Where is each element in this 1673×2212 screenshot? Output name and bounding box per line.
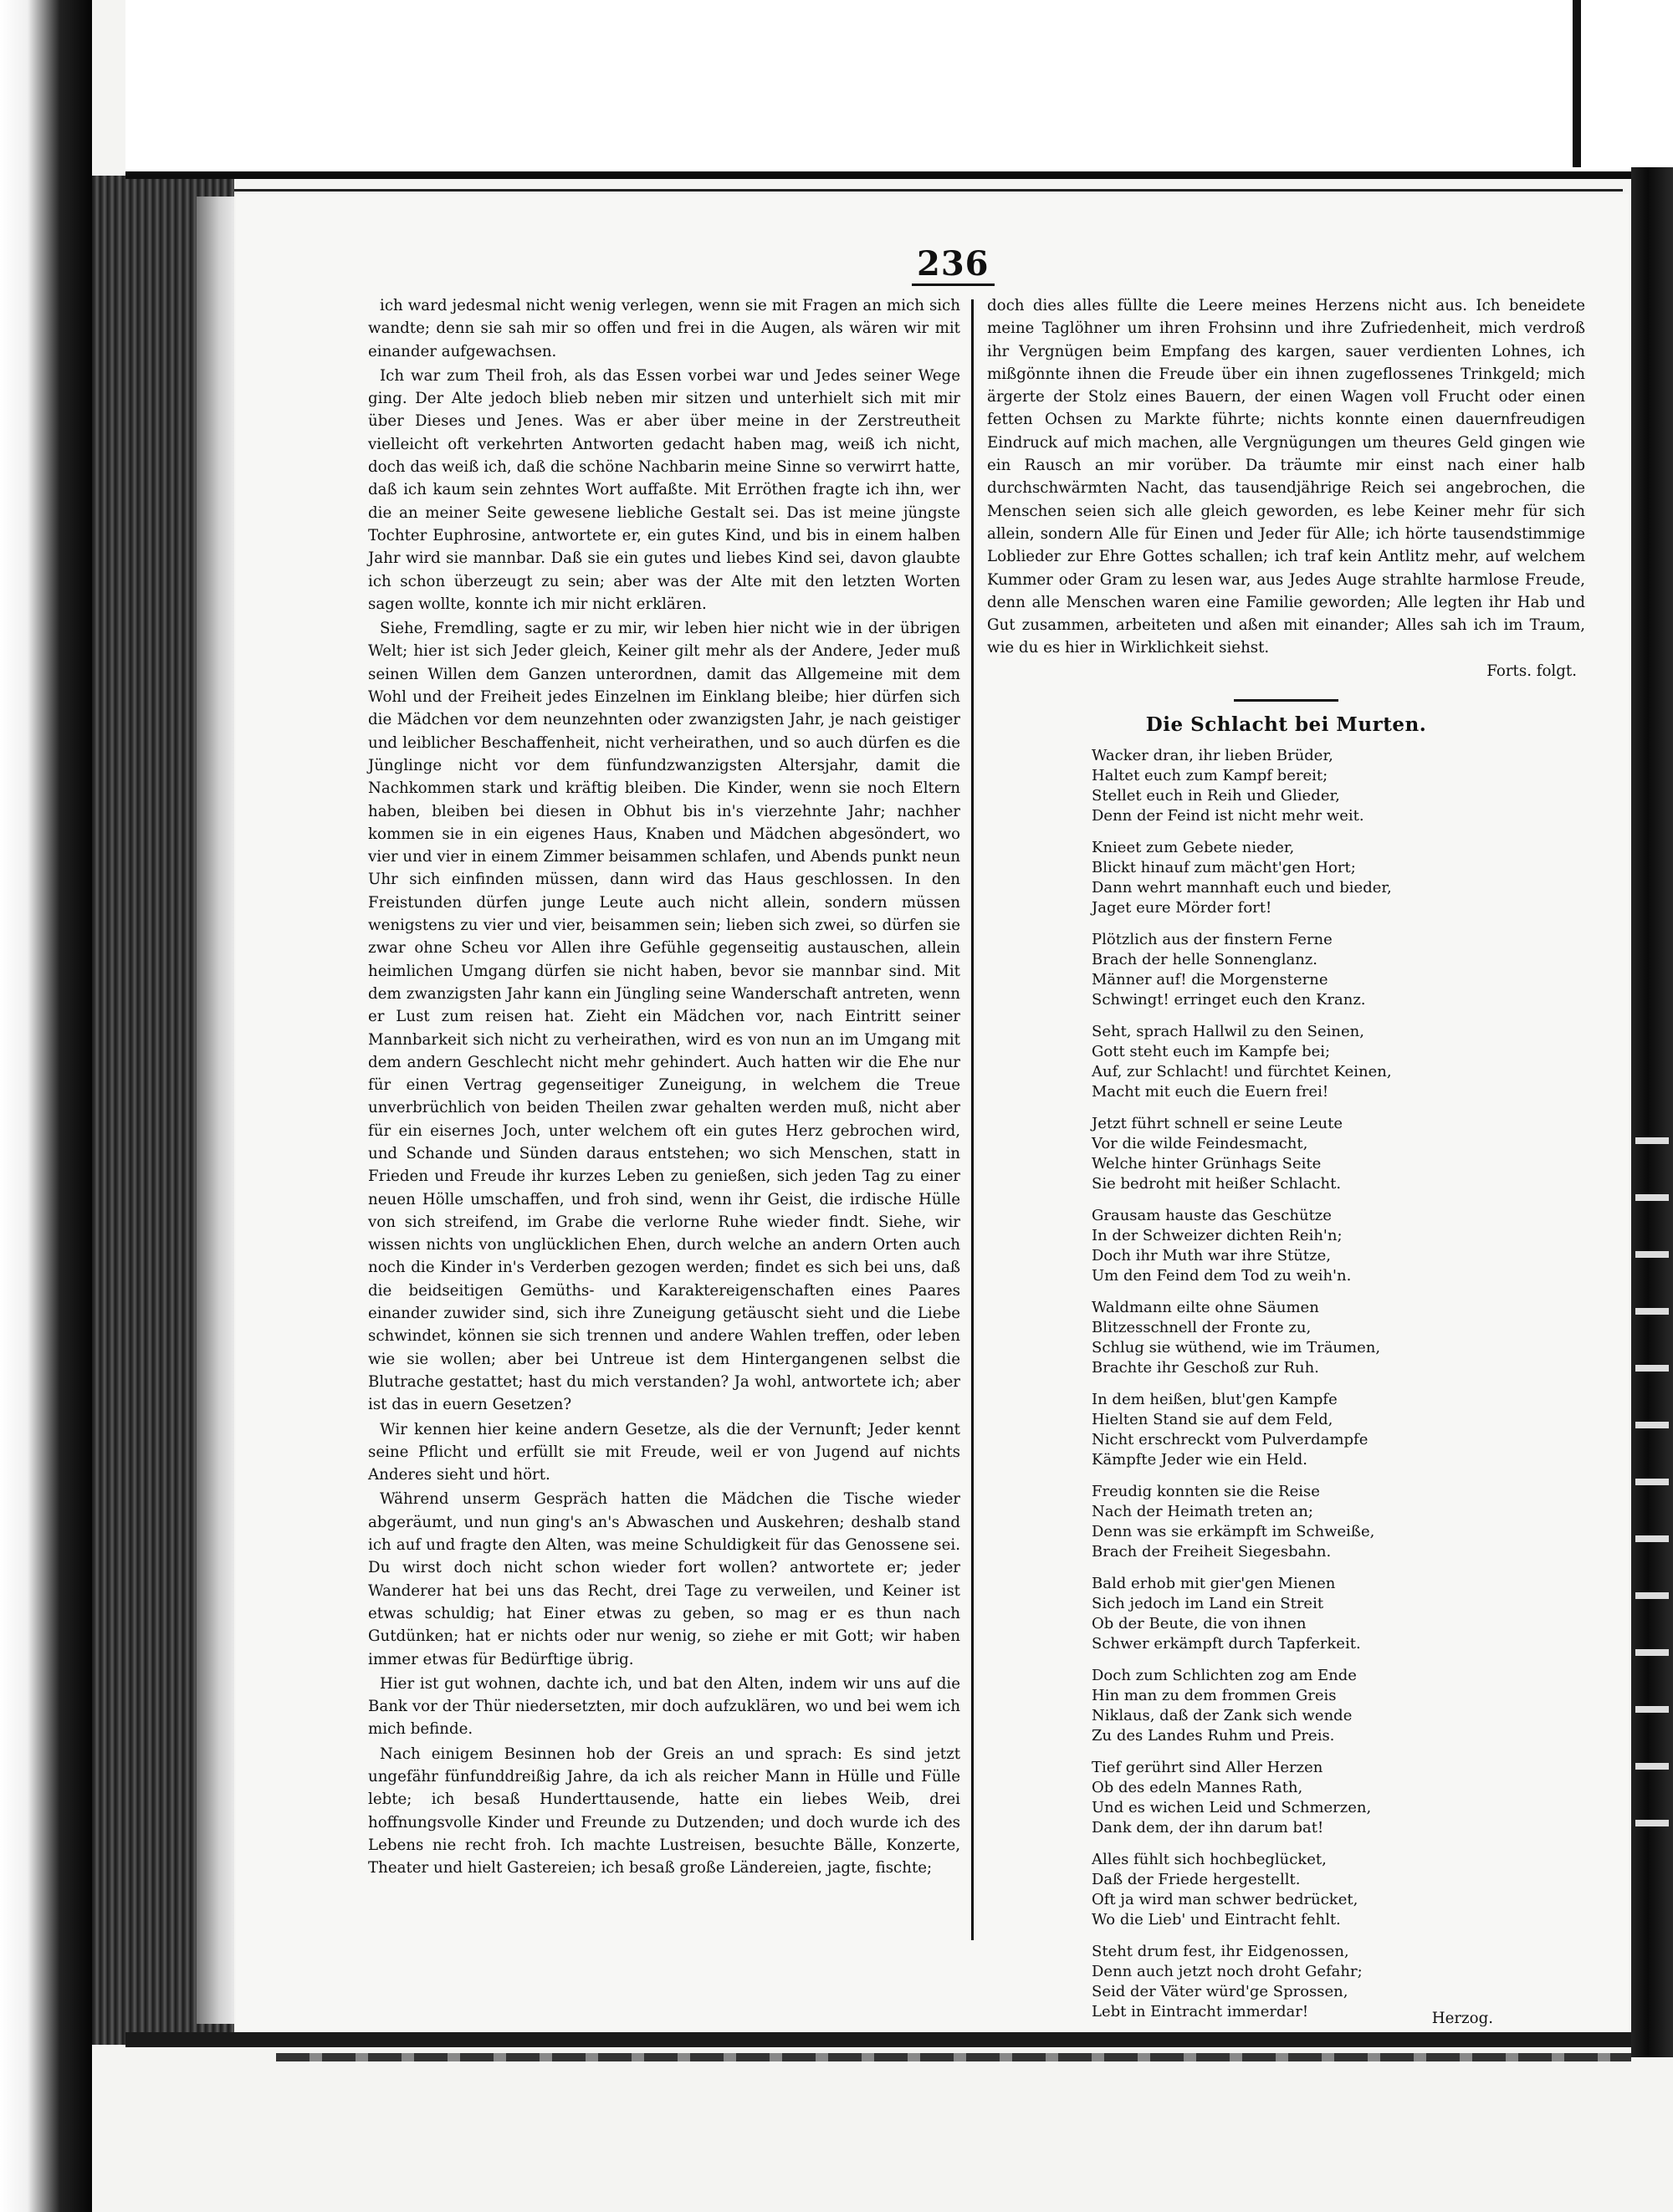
poem-line: Seid der Väter würd'ge Sprossen, — [1092, 1983, 1348, 2001]
poem-line: Jetzt führt schnell er seine Leute — [1092, 1115, 1343, 1133]
poem-line: In der Schweizer dichten Reih'n; — [1092, 1227, 1343, 1245]
poem-stanza — [1092, 1666, 1585, 1746]
bottom-page-edge — [276, 2053, 1631, 2061]
poem-line: Wacker dran, ihr lieben Brüder, — [1092, 747, 1333, 765]
scan-noise-right — [1635, 1087, 1669, 1840]
poem-line: Männer auf! die Morgensterne — [1092, 971, 1328, 989]
poem-line: Steht drum fest, ihr Eidgenossen, — [1092, 1943, 1349, 1961]
poem-line: Schwer erkämpft durch Tapferkeit. — [1092, 1635, 1361, 1653]
paragraph: Siehe, Fremdling, sagte er zu mir, wir leben hier nicht wie in der übrigen Welt; hier ist sich Jeder gleich, Keiner gilt mehr als der Andere, Jeder muß seinen Willen dem Ganzen unterordnen, damit das Allgemeine mit dem Wohl und der Freiheit jedes Einzelnen im Einklang bleibe; hier dürfen sich die Mädchen vor dem neunzehnten oder zwanzigsten Jahr, je nach geistiger und leiblicher Beschaffenheit, nicht verheirathen, und so auch dürfen es die Jünglinge nicht vor dem fünfundzwanzigsten Altersjahr, damit die Nachkommen stark und kräftig bleiben. Die Kinder, wenn sie noch Eltern haben, bleiben bei diesen in Obhut bis in's vierzehnte Jahr; nachher kommen sie in ein eigenes Haus, Knaben und Mädchen abgesöndert, wo vier und vier in einem Zimmer beisammen schlafen, und Abends punkt neun Uhr sich einfinden müssen, dann wird das Haus geschlossen. In den Freistunden dürfen junge Leute auch nicht allein, sondern müssen wenigstens zu vier und vier, beisammen sein; lieben sich zwei, so dürfen sie zwar ohne Scheu vor Allen ihre Gefühle gegenseitig austauschen, allein heimlichen Umgang dürfen sie nicht haben, bevor sie mannbar sind. Mit dem zwanzigsten Jahr kann ein Jüngling seine Wanderschaft antreten, wenn er Lust zum reisen hat. Zieht ein Mädchen vor, nach Eintritt seiner Mannbarkeit sich nicht zu verheirathen, wird es von nun an im Umgang mit dem andern Geschlecht nicht mehr gehindert. Auch hatten wir die Ehe nur für einen Vertrag gegenseitiger Zuneigung, in welchem die Treue unverbrüchlich von beiden Theilen zwar gehalten werden muß, nicht aber für ein eisernes Joch, unter welchem oft ein gutes Herz gebrochen wird, und Schande und Sünden daraus entstehen; wo sich Menschen, statt in Frieden und Freude ihr kurzes Leben zu genießen, sich jeden Tag zu einer neuen Hölle umschaffen, und froh sind, wenn ihr Geist, die irdische Hülle von sich streifend, im Grabe die verlorne Ruhe wieder findt. Siehe, wir wissen nichts von unglücklichen Ehen, durch welche an andern Orten auch noch die Kinder in's Verderben gezogen werden; findet es sich bei uns, daß die beidseitigen Gemüths- und Karaktereigenschaften eines Paares einander zuwider sind, sich ihre Zuneigung getäuscht sieht und die Liebe schwindet, können sie sich trennen und andere Wahlen treffen, oder leben wie sie wollen; aber bei Untreue ist dem Hintergangenen selbst die Blutrache gestattet; hast du mich verstanden? Ja wohl, antwortete ich; aber ist das in euern Gesetzen? — [368, 620, 960, 1414]
paragraph: Ich war zum Theil froh, als das Essen vorbei war und Jedes seiner Wege ging. Der Alte jedoch blieb neben mir sitzen und unterhielt sich mit mir über Dieses und Jenes. Was er aber über meine in der Zerstreutheit vielleicht oft verkehrten Antworten gedacht haben mag, weiß ich nicht, doch das weiß ich, daß die schöne Nachbarin meine Sinne so verwirrt hatte, daß ich kaum sein zehntes Wort auffaßte. Mit Erröthen fragte ich ihn, wer die an meiner Seite gewesene liebliche Gestalt sei. Das ist meine jüngste Tochter Euphrosine, antwortete er, ein gutes Kind, und bis in einem halben Jahr wird sie mannbar. Daß sie ein gutes und liebes Kind sei, davon glaubte ich schon überzeugt zu sein; aber was der Alte mit den letzten Worten sagen wollte, konnte ich mir nicht erklären. — [368, 366, 960, 613]
page-number: 236 — [912, 244, 995, 286]
top-border-rule — [125, 171, 1631, 179]
column-divider — [971, 299, 974, 1940]
poem-line: Brach der Freiheit Siegesbahn. — [1092, 1543, 1332, 1561]
poem-line: Sie bedroht mit heißer Schlacht. — [1092, 1175, 1342, 1193]
top-border-rule-thin — [234, 189, 1623, 192]
poem-stanzas — [1092, 746, 1585, 2022]
poem-line: Gott steht euch im Kampfe bei; — [1092, 1043, 1331, 1061]
poem-stanza — [1092, 838, 1585, 918]
paragraph: doch dies alles füllte die Leere meines Herzens nicht aus. Ich beneidete meine Taglöhner um ihren Frohsinn und ihre Zufriedenheit, mich verdroß ihr Vergnügen beim Empfang des kargen, sauer verdienten Lohnes, ich mißgönnte ihnen die Freude über ein ihnen zugeflossenes Trinkgeld; mich ärgerte der Stolz eines Bauern, der einen Wagen voll Frucht oder einen fetten Ochsen zu Markte führte; nichts konnte einen dauernfreudigen Eindruck auf mich machen, alle Vergnügungen um theures Geld gingen wie ein Rausch an mir vorüber. Da träumte mir einst nach einer halb durchschwärmten Nacht, das tausendjährige Reich sei angebrochen, die Menschen seien sich alle gleich geworden, es lebe Keiner mehr für sich allein, sondern Alle für Einen und Jeder für Alle; ich hörte tausendstimmige Loblieder zur Ehre Gottes schallen; ich traf kein Antlitz mehr, auf welchem Kummer oder Gram zu lesen war, aus Jedes Auge strahlte harmlose Freude, denn alle Menschen waren eine Familie geworden; Alle legten ihr Hab und Gut zusammen, arbeiteten und aßen mit einander; Alles sah ich im Traum, wie du es hier in Wirklichkeit siehst. — [987, 297, 1585, 657]
poem-line: Sich jedoch im Land ein Streit — [1092, 1595, 1324, 1613]
poem-stanza — [1092, 746, 1585, 826]
poem-stanza — [1092, 1482, 1585, 1562]
poem-title: Die Schlacht bei Murten. — [1145, 713, 1427, 737]
poem-line: Knieet zum Gebete nieder, — [1092, 839, 1295, 857]
poem-author: Herzog. — [1431, 2010, 1493, 2028]
poem-line: Schwingt! erringet euch den Kranz. — [1092, 991, 1366, 1009]
poem-line: Hin man zu dem frommen Greis — [1092, 1687, 1337, 1705]
poem-stanza — [1092, 1206, 1585, 1286]
poem-stanza — [1092, 1758, 1585, 1838]
poem-line: Daß der Friede hergestellt. — [1092, 1871, 1301, 1889]
scan-edge-right-top — [1573, 0, 1581, 167]
scan-margin-top — [125, 0, 1673, 171]
poem-line: Blitzesschnell der Fronte zu, — [1092, 1319, 1312, 1337]
bottom-border-rule — [125, 2032, 1631, 2047]
poem-line: Oft ja wird man schwer bedrücket, — [1092, 1891, 1358, 1909]
right-column — [987, 294, 1585, 2031]
poem-line: Brachte ihr Geschoß zur Ruh. — [1092, 1359, 1319, 1377]
poem-line: Vor die wilde Feindesmacht, — [1092, 1135, 1308, 1153]
paragraph: ich ward jedesmal nicht wenig verlegen, wenn sie mit Fragen an mich sich wandte; denn sie sah mir so offen und frei in die Augen, als wären wir mit einander aufgewachsen. — [368, 297, 960, 360]
poem-line: Lebt in Eintracht immerdar! — [1092, 2003, 1309, 2021]
poem-line: Welche hinter Grünhags Seite — [1092, 1155, 1322, 1173]
poem-stanza — [1092, 1298, 1585, 1378]
poem-line: Schlug sie wüthend, wie im Träumen, — [1092, 1339, 1381, 1357]
poem-stanza — [1092, 1574, 1585, 1654]
poem-line: Ob der Beute, die von ihnen — [1092, 1615, 1307, 1633]
poem-line: Plötzlich aus der finstern Ferne — [1092, 931, 1333, 949]
poem-line: Dann wehrt mannhaft euch und bieder, — [1092, 879, 1392, 897]
poem-line: Auf, zur Schlacht! und fürchtet Keinen, — [1092, 1063, 1392, 1081]
poem-line: Doch zum Schlichten zog am Ende — [1092, 1667, 1357, 1685]
poem-line: Grausam hauste das Geschütze — [1092, 1207, 1332, 1225]
poem-line: Kämpfte Jeder wie ein Held. — [1092, 1451, 1308, 1469]
poem-line: Brach der helle Sonnenglanz. — [1092, 951, 1317, 969]
poem-stanza — [1092, 1390, 1585, 1470]
poem-line: Jaget eure Mörder fort! — [1092, 899, 1272, 917]
paragraph: Hier ist gut wohnen, dachte ich, und bat den Alten, indem wir uns auf die Bank vor der Thür niedersetzten, mir doch aufzuklären, wo und bei wem ich mich befinde. — [368, 1674, 960, 1739]
poem-line: Dank dem, der ihn darum bat! — [1092, 1819, 1324, 1837]
poem-stanza — [1092, 930, 1585, 1010]
poem-line: Nach der Heimath treten an; — [1092, 1503, 1313, 1521]
poem-line: Um den Feind dem Tod zu weih'n. — [1092, 1267, 1352, 1285]
poem-stanza — [1092, 1850, 1585, 1930]
poem-line: Seht, sprach Hallwil zu den Seinen, — [1092, 1023, 1364, 1041]
poem-line: Niklaus, daß der Zank sich wende — [1092, 1707, 1353, 1725]
poem-line: Wo die Lieb' und Eintracht fehlt. — [1092, 1911, 1341, 1929]
left-column — [368, 294, 960, 1879]
poem-line: Ob des edeln Mannes Rath, — [1092, 1779, 1303, 1797]
poem-line: Und es wichen Leid und Schmerzen, — [1092, 1799, 1372, 1817]
poem-line: Stellet euch in Reih und Glieder, — [1092, 787, 1340, 805]
book-page-edges-inner — [197, 197, 234, 2024]
section-divider — [1234, 699, 1338, 702]
poem-line: Denn was sie erkämpft im Schweiße, — [1092, 1523, 1375, 1541]
poem-line: In dem heißen, blut'gen Kampfe — [1092, 1391, 1338, 1409]
poem-line: Freudig konnten sie die Reise — [1092, 1483, 1320, 1501]
poem-line: Macht mit euch die Euern frei! — [1092, 1083, 1329, 1101]
paragraph: Nach einigem Besinnen hob der Greis an und sprach: Es sind jetzt ungefähr fünfunddreißig Jahre, da ich als reicher Mann in Hülle und Fülle lebte; ich besaß Hunderttausende, hatte ein liebes Weib, drei hoffnungsvolle Kinder und Freunde zu Dutzenden; und doch wurde ich des Lebens nie recht froh. Ich machte Lustreisen, besuchte Bälle, Konzerte, Theater und hielt Gastereien; ich besaß große Ländereien, jagte, fischte; — [368, 1745, 960, 1877]
poem-line: Alles fühlt sich hochbeglücket, — [1092, 1851, 1327, 1869]
poem-line: Tief gerührt sind Aller Herzen — [1092, 1759, 1323, 1777]
poem-line: Haltet euch zum Kampf bereit; — [1092, 767, 1328, 785]
poem-line: Zu des Landes Ruhm und Preis. — [1092, 1727, 1335, 1745]
poem-stanza — [1092, 1114, 1585, 1194]
poem-line: Blickt hinauf zum mächt'gen Hort; — [1092, 859, 1356, 877]
poem-line: Hielten Stand sie auf dem Feld, — [1092, 1411, 1333, 1429]
poem-line: Denn auch jetzt noch droht Gefahr; — [1092, 1963, 1363, 1981]
poem-line: Denn der Feind ist nicht mehr weit. — [1092, 807, 1364, 825]
binding-shadow-left — [0, 0, 92, 2212]
poem-stanza — [1092, 1022, 1585, 1102]
poem-line: Waldmann eilte ohne Säumen — [1092, 1299, 1319, 1317]
continuation-note: Forts. folgt. — [1486, 662, 1577, 680]
poem-line: Nicht erschreckt vom Pulverdampfe — [1092, 1431, 1369, 1449]
paragraph: Wir kennen hier keine andern Gesetze, als die der Vernunft; Jeder kennt seine Pflicht und erfüllt sie mit Freude, weil er von Jugend auf nichts Anderes sieht und hört. — [368, 1420, 960, 1484]
poem-line: Doch ihr Muth war ihre Stütze, — [1092, 1247, 1331, 1265]
poem-line: Bald erhob mit gier'gen Mienen — [1092, 1575, 1336, 1593]
paragraph: Während unserm Gespräch hatten die Mädchen die Tische wieder abgeräumt, und nun ging's an's Abwaschen und Auskehren; deshalb stand ich auf und fragte den Alten, was meine Schuldigkeit für das Genossene sei. Du wirst doch nicht schon wieder fort wollen? antwortete er; jeder Wanderer hat bei uns das Recht, drei Tage zu verweilen, und Keiner ist etwas schuldig; hat Einer etwas zu geben, so mag er es thun nach Gutdünken; hat er nichts oder nur wenig, so ziehe er mit Gott; wir haben immer etwas für Bedürftige übrig. — [368, 1490, 960, 1668]
